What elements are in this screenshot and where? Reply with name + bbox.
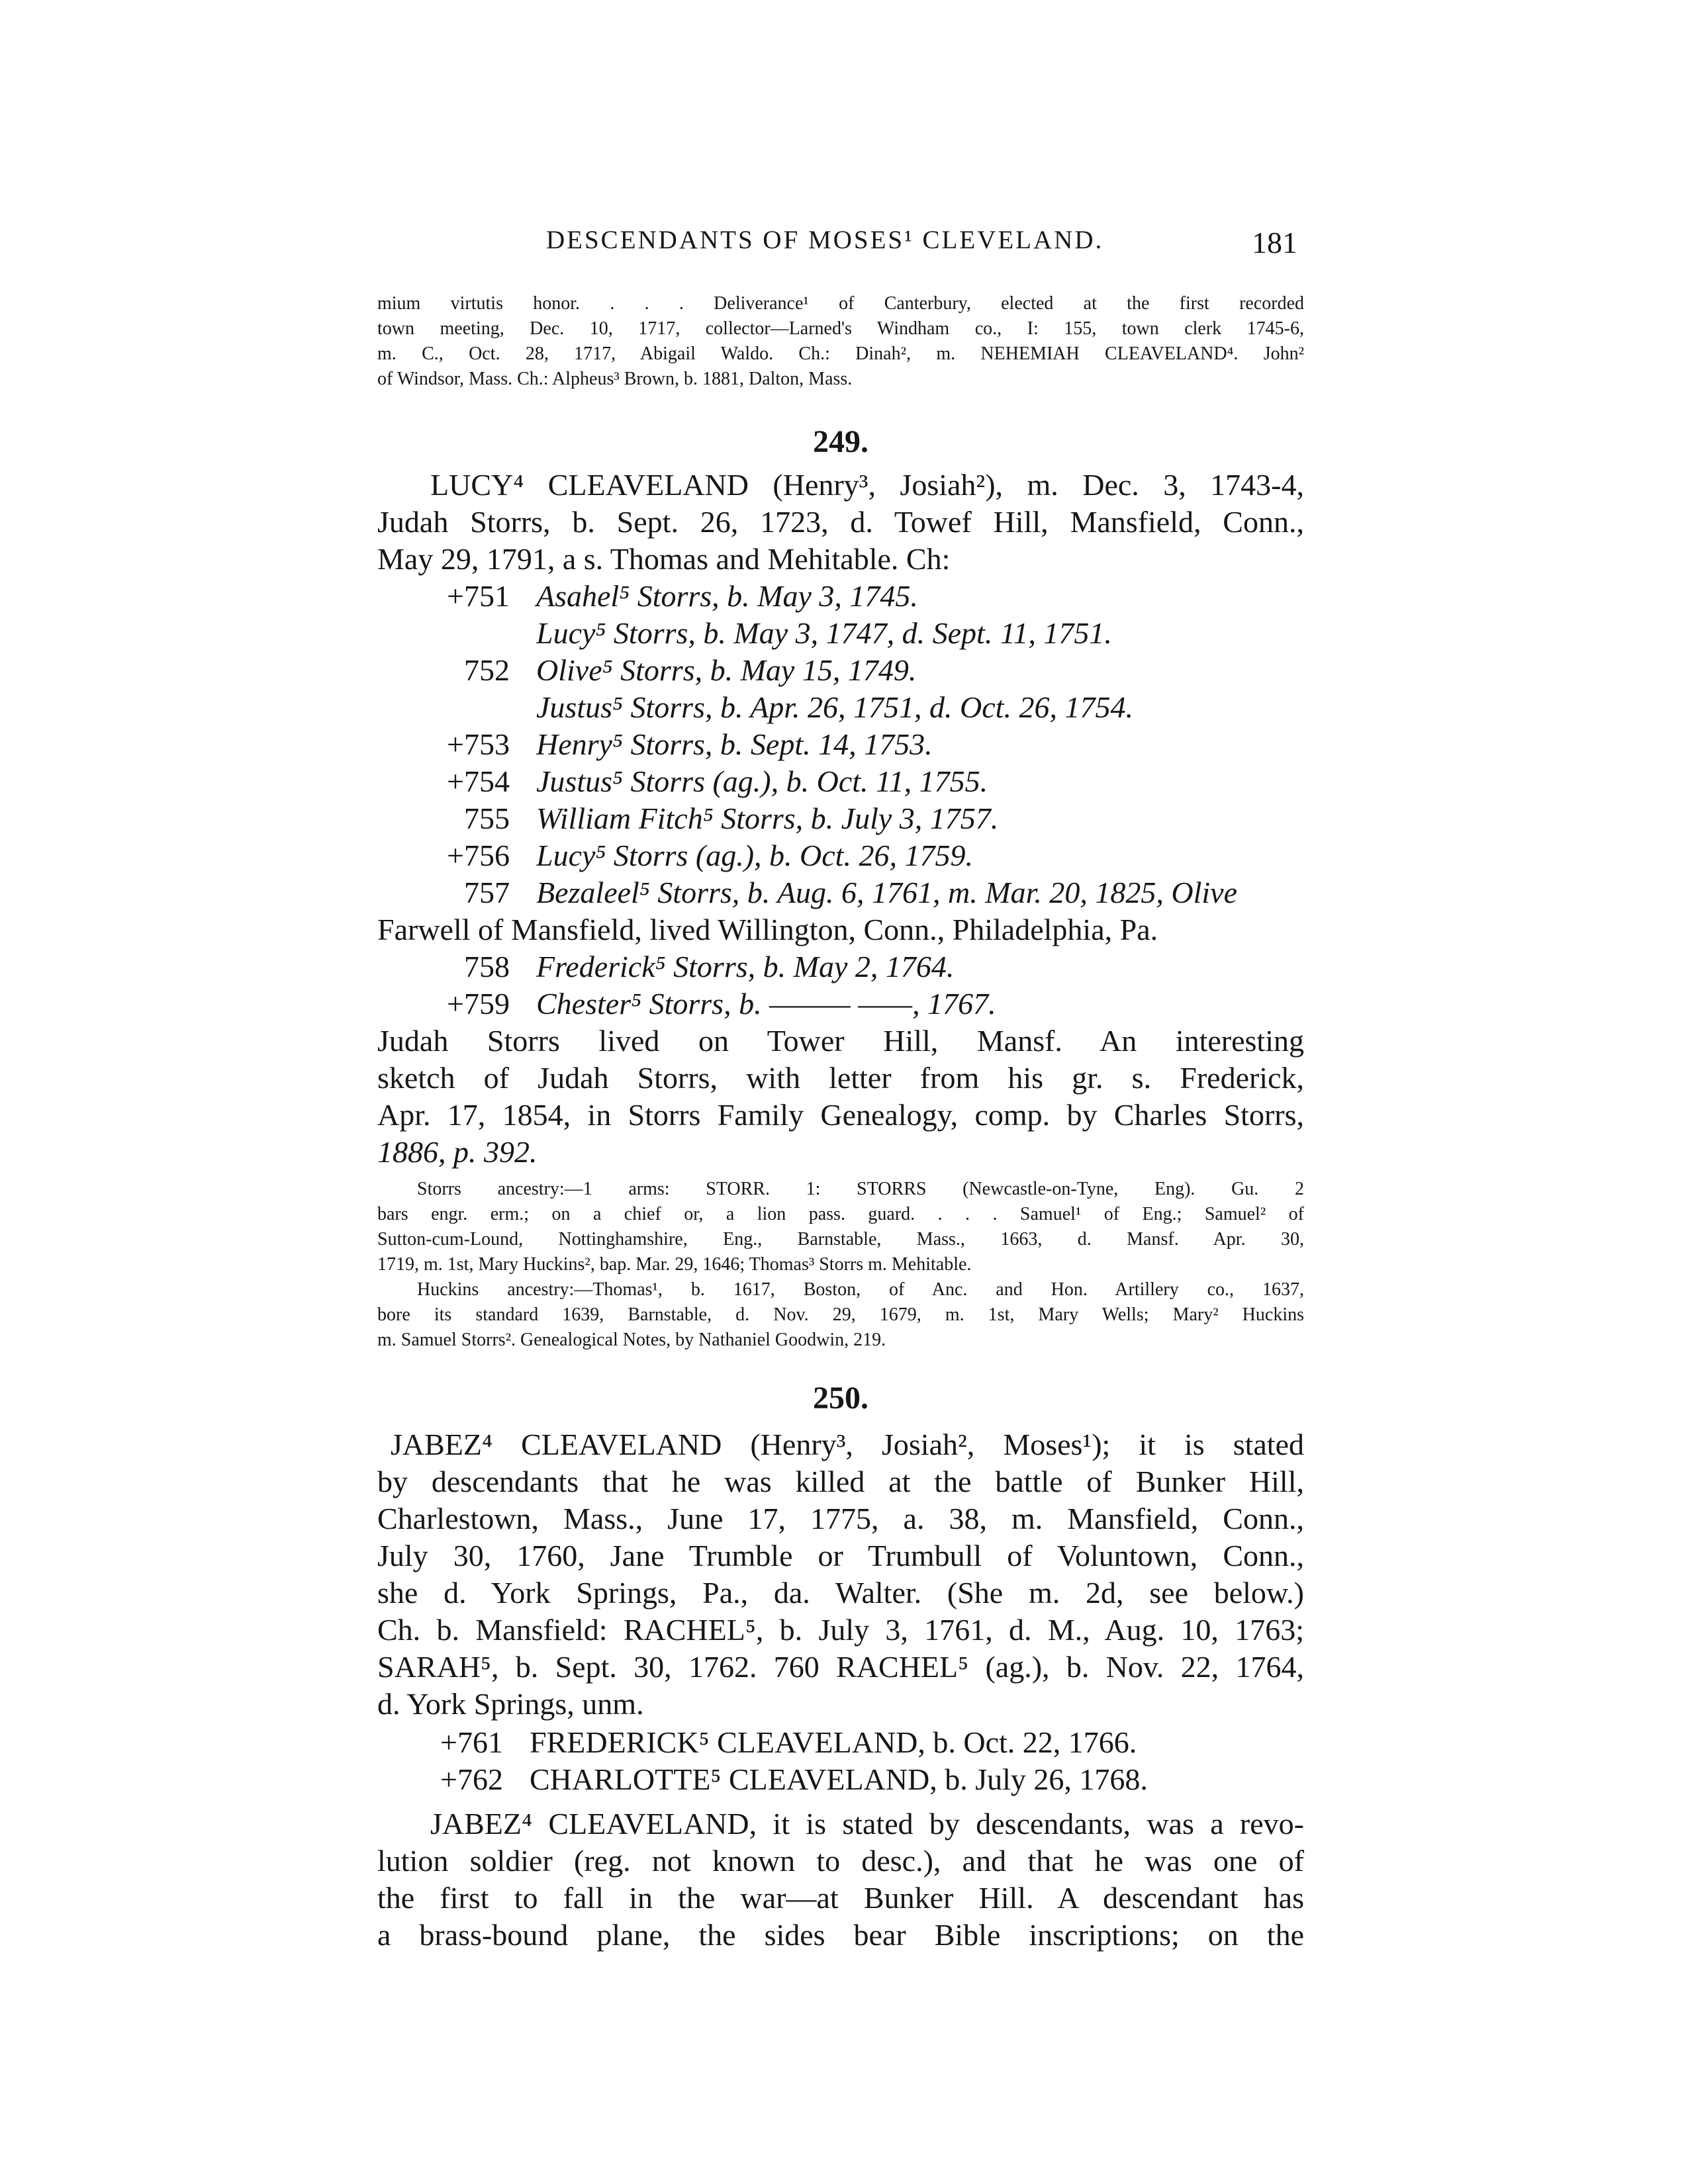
- child-row: [377, 763, 1304, 800]
- paragraph-line: Charlestown, Mass., June 17, 1775, a. 38, m. Mansfield, Conn.,: [377, 1502, 1304, 1535]
- paragraph-line: Judah Storrs, b. Sept. 26, 1723, d. Towef Hill, Mansfield, Conn.,: [377, 505, 1304, 539]
- child-entry: Henry⁵ Storrs, b. Sept. 14, 1753.: [536, 727, 933, 761]
- child-row: [377, 837, 1304, 874]
- paragraph-line: a brass-bound plane, the sides bear Bible inscriptions; on the: [377, 1918, 1304, 1952]
- paragraph-line: she d. York Springs, Pa., da. Walter. (She m. 2d, see below.): [377, 1576, 1304, 1610]
- entry-249-closing: [377, 1023, 1304, 1171]
- paragraph-line: May 29, 1791, a s. Thomas and Mehitable. Ch:: [377, 542, 951, 576]
- paragraph-line: JABEZ⁴ CLEAVELAND (Henry³, Josiah², Moses¹); it is stated: [391, 1428, 1304, 1461]
- child-row: [377, 615, 1304, 652]
- child-entry: Lucy⁵ Storrs (ag.), b. Oct. 26, 1759.: [536, 839, 973, 872]
- ancestry-note: [377, 1177, 1304, 1353]
- paragraph-line: July 30, 1760, Jane Trumble or Trumbull of Voluntown, Conn.,: [377, 1539, 1304, 1572]
- child-entry: Lucy⁵ Storrs, b. May 3, 1747, d. Sept. 11, 1751.: [536, 616, 1112, 650]
- child-number: +754: [447, 764, 510, 798]
- paragraph-line: Ch. b. Mansfield: RACHEL⁵, b. July 3, 1761, d. M., Aug. 10, 1763;: [377, 1613, 1304, 1647]
- child-entry: Chester⁵ Storrs, b. ——— ——, 1767.: [536, 987, 996, 1021]
- paragraph-line: d. York Springs, unm.: [377, 1687, 644, 1721]
- entry-250-closing: [377, 1805, 1304, 1954]
- paragraph-line: LUCY⁴ CLEAVELAND (Henry³, Josiah²), m. Dec. 3, 1743-4,: [430, 468, 1304, 502]
- note-line: m. Samuel Storrs². Genealogical Notes, by Nathaniel Goodwin, 219.: [377, 1330, 886, 1350]
- note-line: mium virtutis honor. . . . Deliverance¹ of Canterbury, elected at the first recorded: [377, 293, 1304, 314]
- child-number: 758: [464, 950, 510, 983]
- child-number: 755: [464, 801, 510, 835]
- child-entry: Frederick⁵ Storrs, b. May 2, 1764.: [536, 950, 955, 983]
- child-number: +762: [440, 1762, 503, 1796]
- paragraph-line: the first to fall in the war—at Bunker Hill. A descendant has: [377, 1881, 1304, 1915]
- paragraph-line: 1886, p. 392.: [377, 1135, 538, 1169]
- child-number: +751: [447, 579, 510, 613]
- note-line: 1719, m. 1st, Mary Huckins², bap. Mar. 29, 1646; Thomas³ Storrs m. Mehitable.: [377, 1254, 972, 1275]
- page-number: 181: [1252, 226, 1297, 259]
- child-entry: Asahel⁵ Storrs, b. May 3, 1745.: [536, 579, 918, 613]
- child-number: +759: [447, 987, 510, 1021]
- entry-number-250: 250.: [813, 1381, 868, 1416]
- child-number: +753: [447, 727, 510, 761]
- note-line: bars engr. erm.; on a chief or, a lion pass. guard. . . . Samuel¹ of Eng.; Samuel² of: [377, 1204, 1304, 1224]
- child-row: [377, 1761, 1304, 1798]
- note-line: Storrs ancestry:—1 arms: STORR. 1: STORRS (Newcastle-on-Tyne, Eng). Gu. 2: [417, 1179, 1304, 1199]
- child-row: [377, 652, 1304, 689]
- child-number: 752: [464, 653, 510, 687]
- continuation-text: Farwell of Mansfield, lived Willington, Conn., Philadelphia, Pa.: [377, 913, 1158, 946]
- note-line: Sutton-cum-Lound, Nottinghamshire, Eng., Barnstable, Mass., 1663, d. Mansf. Apr. 30,: [377, 1229, 1304, 1250]
- child-entry: Justus⁵ Storrs, b. Apr. 26, 1751, d. Oct. 26, 1754.: [536, 690, 1133, 724]
- note-line: of Windsor, Mass. Ch.: Alpheus³ Brown, b. 1881, Dalton, Mass.: [377, 369, 853, 389]
- child-number: +756: [447, 839, 510, 872]
- note-line: bore its standard 1639, Barnstable, d. Nov. 29, 1679, m. 1st, Mary Wells; Mary² Huckins: [377, 1304, 1304, 1325]
- child-row: [377, 874, 1304, 911]
- paragraph-line: Judah Storrs lived on Tower Hill, Mansf. An interesting: [377, 1024, 1304, 1058]
- note-line: town meeting, Dec. 10, 1717, collector—Larned's Windham co., I: 155, town clerk 1745-6,: [377, 318, 1304, 339]
- entry-250-children: [377, 1724, 1304, 1798]
- entry-250-intro: [377, 1426, 1304, 1723]
- child-number: 757: [464, 876, 510, 909]
- paragraph-line: Apr. 17, 1854, in Storrs Family Genealogy, comp. by Charles Storrs,: [377, 1098, 1304, 1132]
- child-number: +761: [440, 1725, 503, 1759]
- child-entry: Bezaleel⁵ Storrs, b. Aug. 6, 1761, m. Mar. 20, 1825, Olive: [536, 876, 1238, 909]
- child-entry: Justus⁵ Storrs (ag.), b. Oct. 11, 1755.: [536, 764, 988, 798]
- child-entry: FREDERICK⁵ CLEAVELAND, b. Oct. 22, 1766.: [530, 1725, 1137, 1759]
- paragraph-line: by descendants that he was killed at the battle of Bunker Hill,: [377, 1465, 1304, 1498]
- entry-number-249: 249.: [813, 424, 868, 459]
- note-line: m. C., Oct. 28, 1717, Abigail Waldo. Ch.: Dinah², m. NEHEMIAH CLEAVELAND⁴. John²: [377, 343, 1304, 364]
- child-entry: CHARLOTTE⁵ CLEAVELAND, b. July 26, 1768.: [530, 1762, 1148, 1796]
- paragraph-line: JABEZ⁴ CLEAVELAND, it is stated by descendants, was a revo-: [430, 1807, 1304, 1841]
- child-row: [377, 800, 1304, 837]
- child-entry: Olive⁵ Storrs, b. May 15, 1749.: [536, 653, 917, 687]
- child-row: [377, 948, 1304, 985]
- paragraph-line: SARAH⁵, b. Sept. 30, 1762. 760 RACHEL⁵ (ag.), b. Nov. 22, 1764,: [377, 1650, 1304, 1684]
- child-entry: William Fitch⁵ Storrs, b. July 3, 1757.: [536, 801, 999, 835]
- running-header: [377, 225, 1304, 265]
- continuation-row: [377, 911, 1304, 948]
- intro-note: [377, 291, 1304, 392]
- entry-249-intro: [377, 467, 1304, 578]
- child-row: [377, 689, 1304, 726]
- paragraph-line: sketch of Judah Storrs, with letter from his gr. s. Frederick,: [377, 1061, 1304, 1095]
- entry-249-children: [377, 578, 1304, 1023]
- child-row: [377, 578, 1304, 615]
- child-row: [377, 726, 1304, 763]
- child-row: [377, 1724, 1304, 1761]
- paragraph-line: lution soldier (reg. not known to desc.), and that he was one of: [377, 1844, 1304, 1878]
- child-row: [377, 985, 1304, 1023]
- note-line: Huckins ancestry:—Thomas¹, b. 1617, Boston, of Anc. and Hon. Artillery co., 1637,: [417, 1279, 1304, 1300]
- running-title: DESCENDANTS OF MOSES¹ CLEVELAND.: [546, 226, 1104, 254]
